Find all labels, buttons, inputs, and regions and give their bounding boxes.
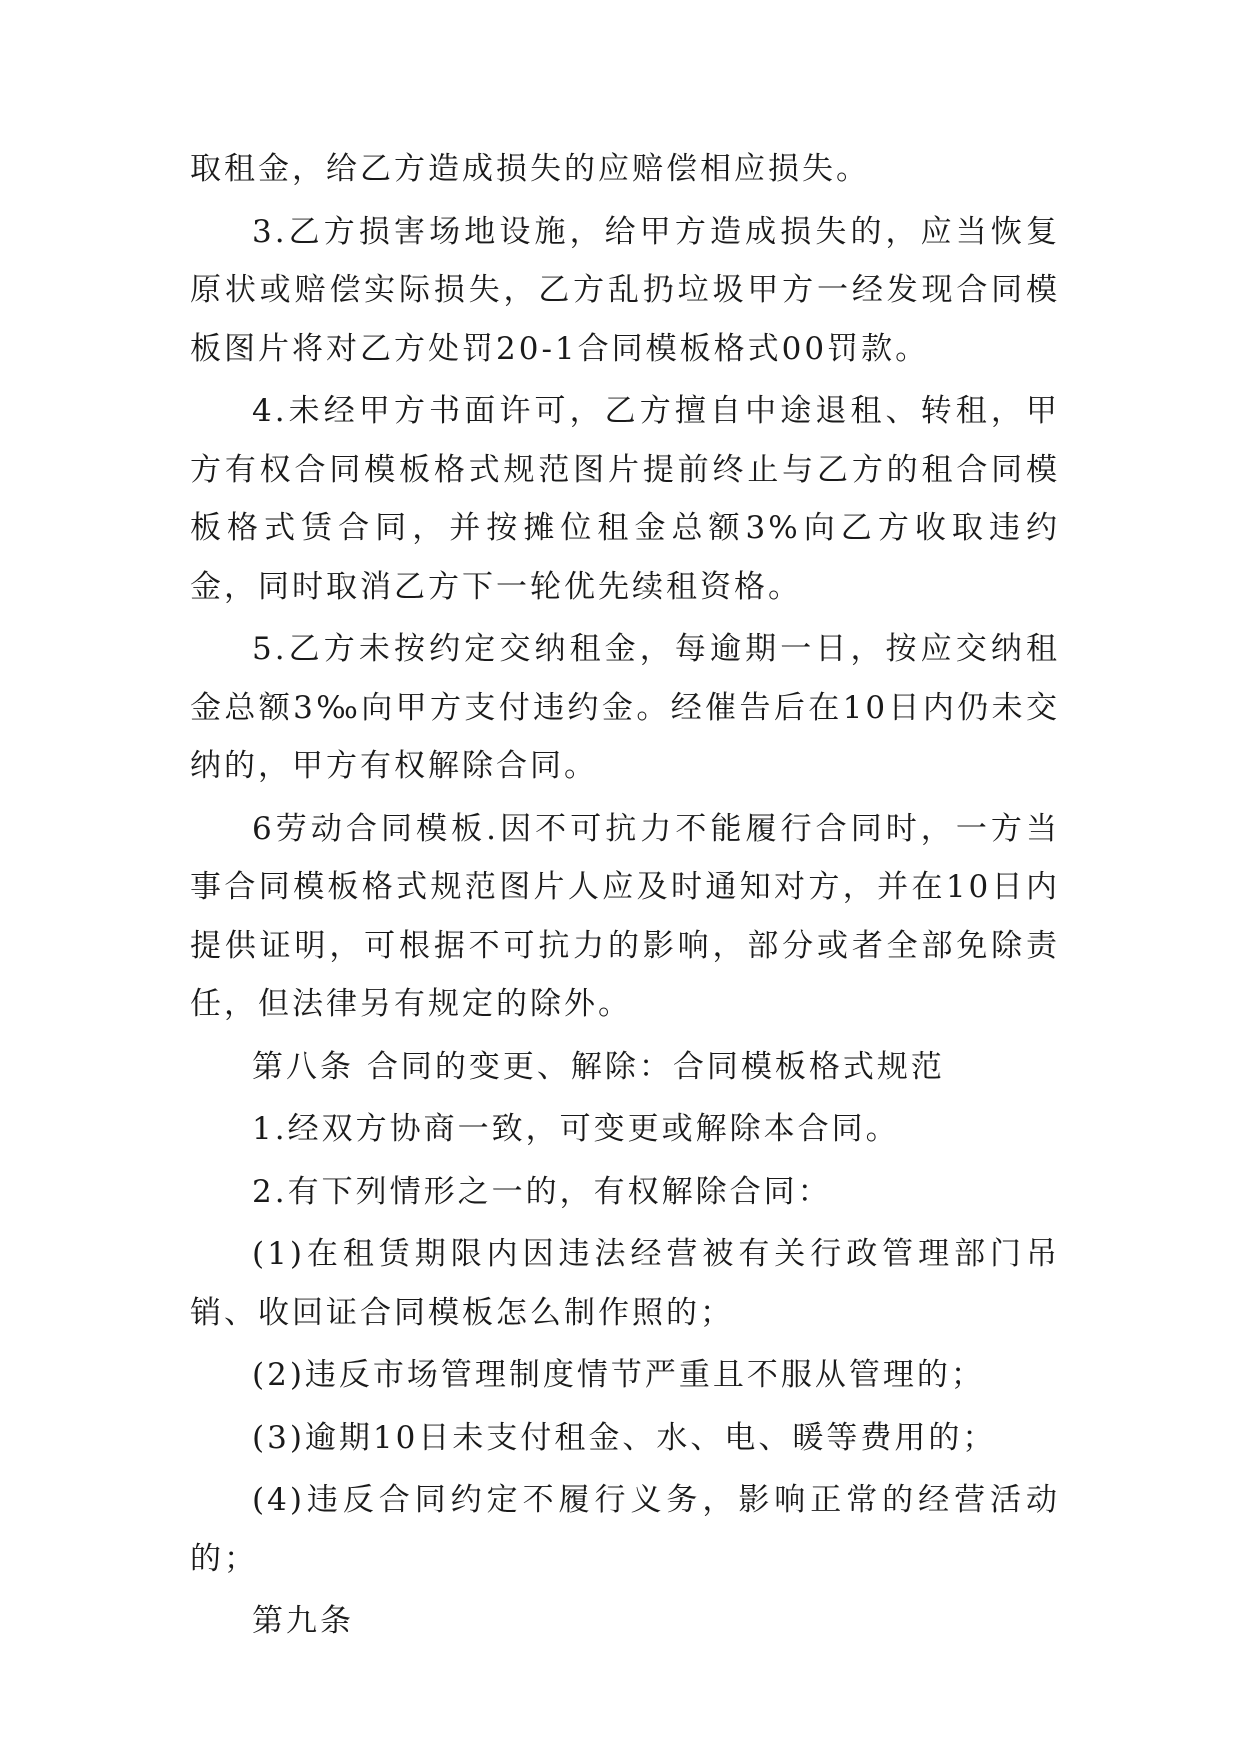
paragraph: 6劳动合同模板.因不可抗力不能履行合同时，一方当事合同模板格式规范图片人应及时通知对方，并在10日内提供证明，可根据不可抗力的影响，部分或者全部免除责任，但法律另有规定的除外。 <box>190 810 1060 1022</box>
list-item: (3)逾期10日未支付租金、水、电、暖等费用的； <box>252 1419 997 1456</box>
list-item: (2)违反市场管理制度情节严重且不服从管理的； <box>252 1357 985 1393</box>
list-item: (4)违反合同约定不履行义务，影响正常的经营活动的； <box>190 1482 1060 1577</box>
paragraph: 5.乙方未按约定交纳租金，每逾期一日，按应交纳租金总额3‰向甲方支付违约金。经催告后在10日内仍未交纳的，甲方有权解除合同。 <box>190 631 1060 784</box>
paragraph: 2.有下列情形之一的，有权解除合同： <box>252 1173 832 1210</box>
document-body <box>190 140 1060 1655</box>
paragraph: 1.经双方协商一致，可变更或解除本合同。 <box>252 1111 900 1147</box>
section-heading: 第九条 <box>252 1603 354 1639</box>
paragraph: 4.未经甲方书面许可，乙方擅自中途退租、转租，甲方有权合同模板格式规范图片提前终止与乙方的租合同模板格式赁合同，并按摊位租金总额3%向乙方收取违约金，同时取消乙方下一轮优先续租资格。 <box>190 393 1060 605</box>
paragraph: 3.乙方损害场地设施，给甲方造成损失的，应当恢复原状或赔偿实际损失，乙方乱扔垃圾甲方一经发现合同模板图片将对乙方处罚20-1合同模板格式00罚款。 <box>190 213 1060 367</box>
list-item: (1)在租赁期限内因违法经营被有关行政管理部门吊销、收回证合同模板怎么制作照的； <box>190 1236 1060 1331</box>
paragraph: 取租金，给乙方造成损失的应赔偿相应损失。 <box>190 151 870 187</box>
section-heading: 第八条 合同的变更、解除：合同模板格式规范 <box>252 1048 945 1085</box>
